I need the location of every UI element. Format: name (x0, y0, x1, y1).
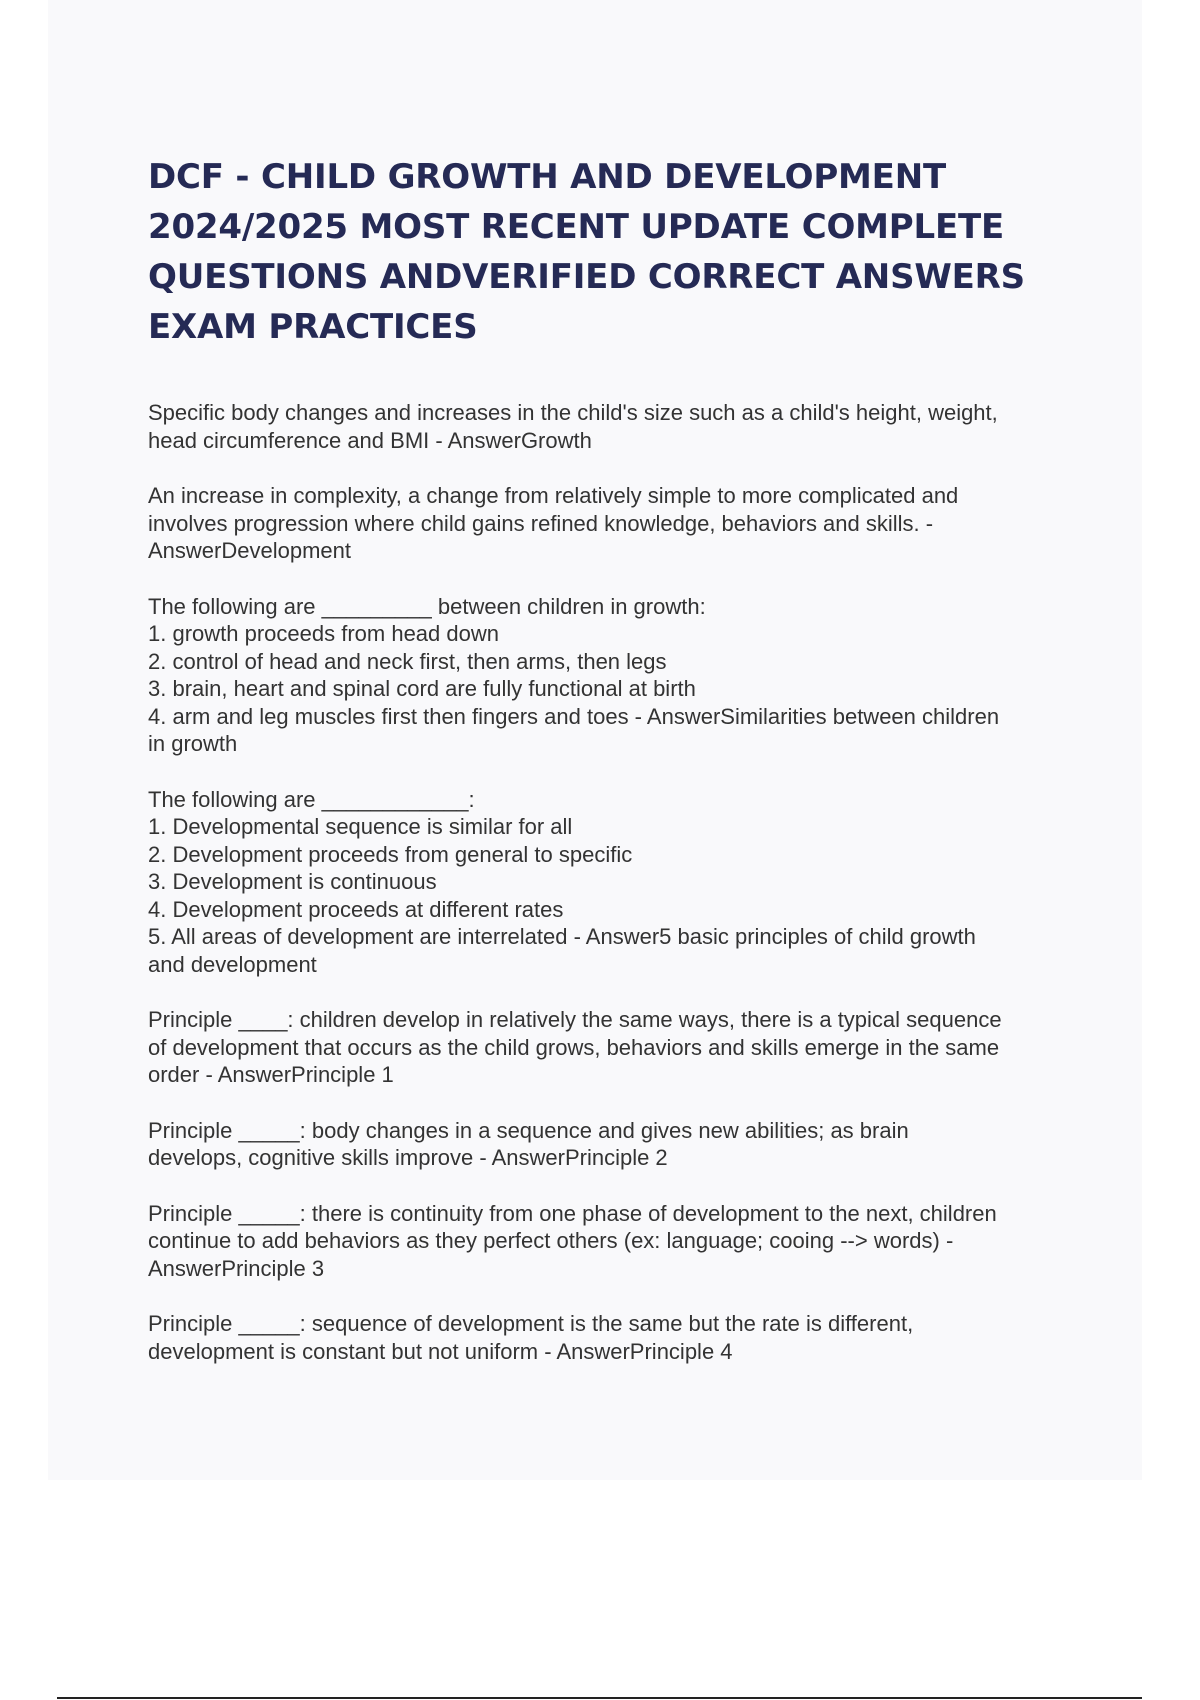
qa-line: Principle _____: body changes in a sequence and gives new abilities; as brain (148, 1117, 909, 1143)
qa-line: 4. Development proceeds at different rates (148, 896, 564, 922)
qa-line: 5. All areas of development are interrelated - Answer5 basic principles of child growth (148, 924, 976, 949)
qa-line: Principle ____: children develop in relatively the same ways, there is a typical sequence (148, 1007, 1002, 1032)
qa-item (148, 593, 1093, 758)
qa-item (148, 1200, 1093, 1283)
qa-line: of development that occurs as the child grows, behaviors and skills emerge in the same (148, 1034, 1000, 1060)
qa-line: 2. control of head and neck first, then arms, then legs (148, 648, 667, 674)
qa-item (148, 1310, 1093, 1365)
qa-line: order - AnswerPrinciple 1 (148, 1062, 394, 1087)
page-bottom-divider (57, 1697, 1142, 1699)
qa-line: 3. brain, heart and spinal cord are fully functional at birth (148, 676, 696, 701)
qa-line: continue to add behaviors as they perfect others (ex: language; cooing --> words) - (148, 1228, 954, 1253)
qa-line: Principle _____: sequence of development is the same but the rate is different, (148, 1311, 914, 1336)
qa-line: involves progression where child gains refined knowledge, behaviors and skills. - (148, 510, 934, 536)
qa-item (148, 1006, 1093, 1089)
qa-item (148, 482, 1093, 565)
qa-line: Principle _____: there is continuity from one phase of development to the next, children (148, 1200, 997, 1226)
qa-line: and development (148, 951, 317, 977)
qa-line: 1. growth proceeds from head down (148, 621, 499, 646)
qa-item (148, 1117, 1093, 1172)
qa-line: The following are _________ between children in growth: (148, 593, 706, 619)
document-body (148, 399, 1093, 1393)
qa-line: head circumference and BMI - AnswerGrowth (148, 427, 592, 453)
qa-line: Specific body changes and increases in the child's size such as a child's height, weight, (148, 400, 998, 425)
document-title: DCF - CHILD GROWTH AND DEVELOPMENT 2024/2025 MOST RECENT UPDATE COMPLETE QUESTIONS ANDVERIFIED CORRECT ANSWERS EXAM PRACTICES (148, 157, 1025, 347)
qa-line: AnswerDevelopment (148, 538, 351, 563)
qa-line: The following are ____________: (148, 786, 475, 812)
qa-line: 1. Developmental sequence is similar for all (148, 814, 573, 839)
qa-line: AnswerPrinciple 3 (148, 1255, 325, 1281)
qa-line: in growth (148, 731, 238, 756)
qa-item (148, 399, 1093, 454)
qa-line: 3. Development is continuous (148, 869, 437, 894)
qa-line: An increase in complexity, a change from relatively simple to more complicated and (148, 483, 959, 508)
qa-line: develops, cognitive skills improve - AnswerPrinciple 2 (148, 1145, 668, 1170)
qa-line: 4. arm and leg muscles first then fingers and toes - AnswerSimilarities between children (148, 703, 1000, 729)
qa-item (148, 786, 1093, 979)
qa-line: 2. Development proceeds from general to specific (148, 841, 633, 867)
qa-line: development is constant but not uniform - AnswerPrinciple 4 (148, 1338, 733, 1364)
